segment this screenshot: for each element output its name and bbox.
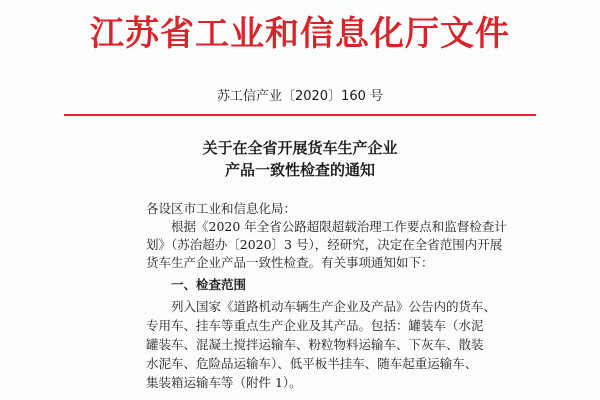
document-number: 苏工信产业〔2020〕160 号 — [216, 89, 384, 104]
issuer-title: 江苏省工业和信息化厅文件 — [90, 14, 510, 54]
notice-title-line-1: 关于在全省开展货车生产企业 — [202, 139, 398, 157]
paragraph-2-line: 列入国家《道路机动车辆生产企业及产品》公告内的货车、 — [171, 299, 497, 314]
paragraph-1-line: 划》（苏治超办〔2020〕3 号），经研究，决定在全省范围内开展 — [146, 237, 503, 252]
paragraph-1-line: 根据《2020 年全省公路超限超载治理工作要点和监督检查计 — [171, 219, 507, 234]
section-1-heading: 一、检查范围 — [171, 277, 247, 292]
paragraph-2-line: 罐装车、混凝土搅拌运输车、粉粒物料运输车、下灰车、散装 — [146, 337, 484, 352]
paragraph-2-line: 专用车、挂车等重点生产企业及其产品。包括：罐装车（水泥 — [146, 318, 484, 333]
salutation: 各设区市工业和信息化局： — [146, 201, 297, 216]
red-divider-line — [64, 114, 536, 116]
notice-title-line-2: 产品一致性检查的通知 — [224, 161, 375, 179]
paragraph-2-line: 集装箱运输车等（附件 1）。 — [146, 375, 302, 390]
paragraph-1-line: 货车生产企业产品一致性检查。有关事项通知如下： — [146, 255, 434, 270]
paragraph-2-line: 水泥车、危险品运输车）、低平板半挂车、随车起重运输车、 — [146, 356, 478, 371]
